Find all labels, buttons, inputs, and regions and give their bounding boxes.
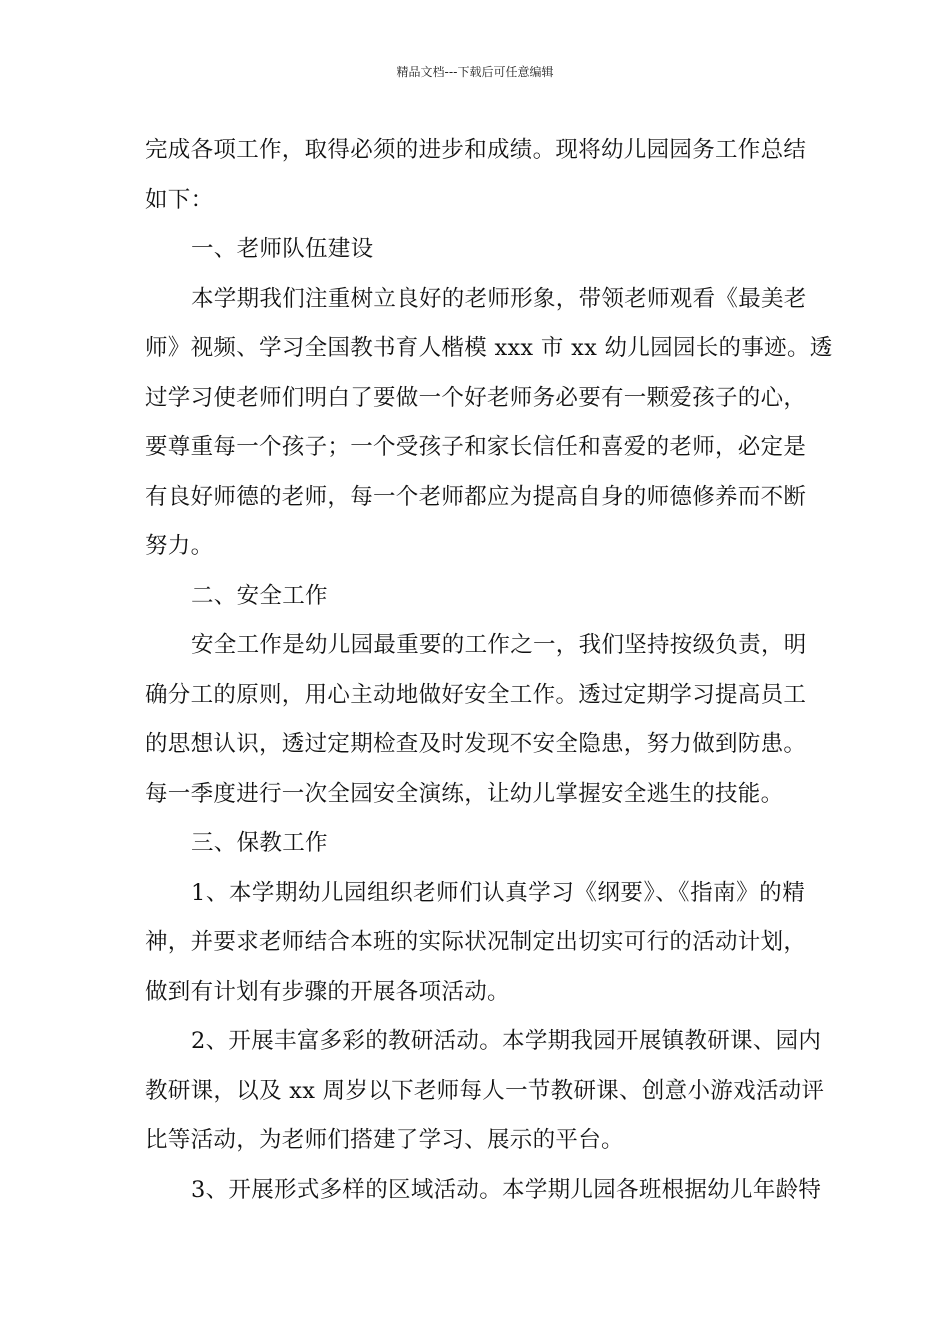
paragraph-item-2 bbox=[145, 1017, 825, 1166]
page-header: 精品文档---下载后可任意编辑 bbox=[396, 65, 554, 79]
text-line: 有良好师德的老师，每一个老师都应为提高自身的师德修养而不断 bbox=[145, 483, 807, 510]
text-line: 本学期我们注重树立良好的老师形象，带领老师观看《最美老 bbox=[191, 285, 807, 312]
heading-text: 一、老师队伍建设 bbox=[191, 236, 374, 262]
paragraph-section-1 bbox=[145, 275, 833, 572]
text-line: 做到有计划有步骤的开展各项活动。 bbox=[145, 978, 510, 1005]
text-line: 如下： bbox=[145, 186, 214, 213]
heading-text: 二、安全工作 bbox=[191, 582, 328, 609]
text-line: 2、开展丰富多彩的教研活动。本学期我园开展镇教研课、园内 bbox=[191, 1028, 822, 1054]
text-line: 努力。 bbox=[145, 533, 214, 559]
document-body bbox=[145, 126, 833, 1215]
text-line: 比等活动，为老师们搭建了学习、展示的平台。 bbox=[145, 1127, 624, 1153]
text-line: 神，并要求老师结合本班的实际状况制定出切实可行的活动计划， bbox=[145, 929, 807, 955]
text-line: 要尊重每一个孩子；一个受孩子和家长信任和喜爱的老师，必定是 bbox=[145, 434, 807, 460]
text-line: 过学习使老师们明白了要做一个好老师务必要有一颗爱孩子的心， bbox=[145, 384, 807, 411]
section-heading bbox=[145, 225, 805, 275]
section-heading bbox=[145, 819, 805, 869]
heading-text: 三、保教工作 bbox=[191, 830, 328, 856]
text-line: 完成各项工作，取得必须的进步和成绩。现将幼儿园园务工作总结 bbox=[145, 137, 807, 163]
paragraph-item-1 bbox=[145, 869, 805, 1018]
text-line: 1、本学期幼儿园组织老师们认真学习《纲要》、《指南》的精 bbox=[191, 879, 805, 906]
text-line: 3、开展形式多样的区域活动。本学期儿园各班根据幼儿年龄特 bbox=[191, 1176, 822, 1203]
paragraph-section-2 bbox=[145, 621, 805, 819]
section-heading bbox=[145, 572, 805, 622]
paragraph-intro bbox=[145, 126, 805, 225]
text-line: 确分工的原则，用心主动地做好安全工作。透过定期学习提高员工 bbox=[145, 681, 807, 708]
paragraph-item-3 bbox=[145, 1166, 822, 1216]
text-line: 教研课，以及 xx 周岁以下老师每人一节教研课、创意小游戏活动评 bbox=[145, 1077, 825, 1104]
text-line: 师》视频、学习全国教书育人楷模 xxx 市 xx 幼儿园园长的事迹。透 bbox=[145, 335, 833, 361]
text-line: 安全工作是幼儿园最重要的工作之一，我们坚持按级负责，明 bbox=[191, 632, 807, 658]
text-line: 的思想认识，透过定期检查及时发现不安全隐患，努力做到防患。 bbox=[145, 731, 807, 757]
text-line: 每一季度进行一次全园安全演练，让幼儿掌握安全逃生的技能。 bbox=[145, 780, 784, 807]
